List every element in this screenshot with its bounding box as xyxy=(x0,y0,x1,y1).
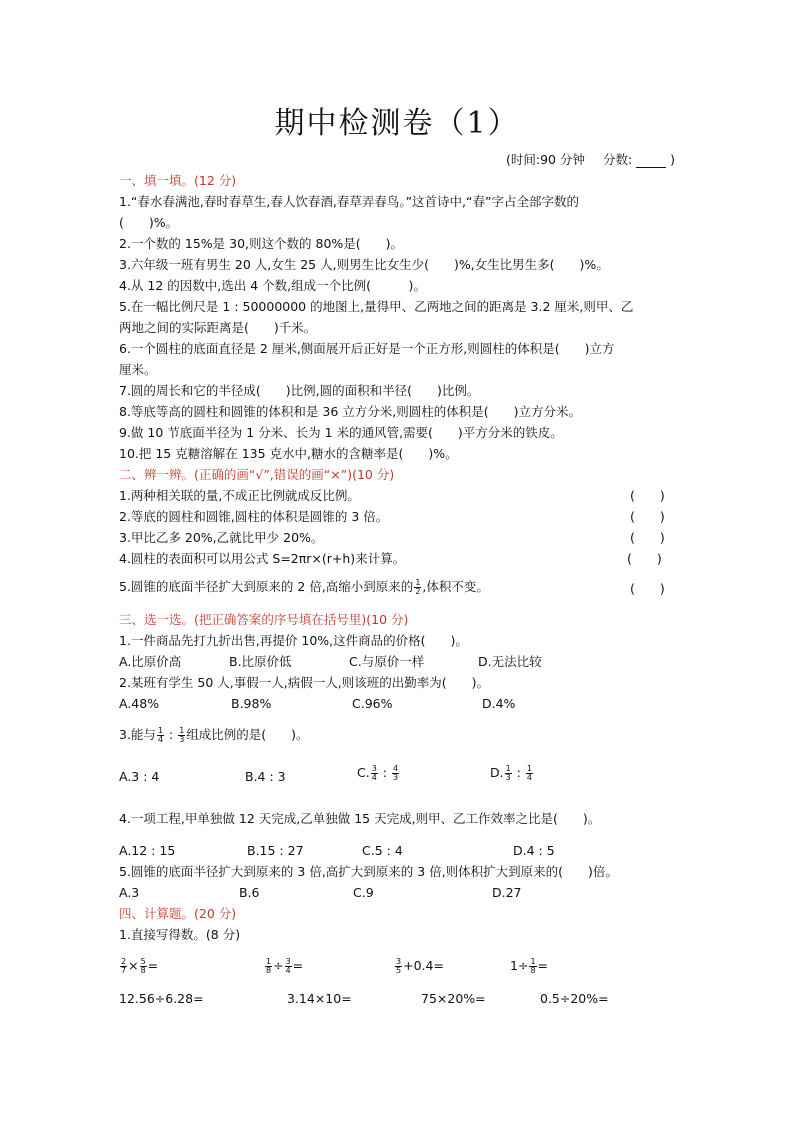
fraction: $\frac{3}{5}$ xyxy=(396,957,402,975)
fraction: $\frac{1}{3}$ xyxy=(505,764,511,782)
calc-item-3: $\frac{3}{5}$ +0.4= xyxy=(396,957,444,975)
s1-q1-line1: 1.“春水春满池,春时春草生,春人饮春酒,春草弄春鸟。”这首诗中,“春”字占全部字数的 xyxy=(119,194,579,209)
s3-q1-option-b[interactable]: B.比原价低 xyxy=(229,654,292,669)
s2-q5-text-a: 5.圆锥的底面半径扩大到原来的 2 倍,高缩小到原来的 xyxy=(119,579,414,594)
fraction: $\frac{1}{8}$ xyxy=(530,957,536,975)
s1-q5-line1: 5.在一幅比例尺是 1 : 50000000 的地图上,量得甲、乙两地之间的距离是 3.2 厘米,则甲、乙 xyxy=(119,299,634,314)
s4-sub1: 1.直接写得数。(8 分) xyxy=(119,927,241,942)
calc-item-1: $\frac{2}{7}$ × $\frac{5}{8}$ = xyxy=(121,957,159,975)
s1-q9: 9.做 10 节底面半径为 1 分米、长为 1 米的通风管,需要( )平方分米的铁皮。 xyxy=(119,425,563,440)
fraction: $\frac{1}{3}$ xyxy=(179,726,185,744)
s3-q5-option-a[interactable]: A.3 xyxy=(119,885,140,900)
section-2-heading: 二、辨一辨。(正确的画“√”,错误的画“×”)(10 分) xyxy=(119,467,395,482)
fraction: $\frac{1}{4}$ xyxy=(157,726,164,744)
section-4-heading: 四、计算题。(20 分) xyxy=(119,906,237,921)
s1-q5-line2: 两地之间的实际距离是( )千米。 xyxy=(119,320,317,335)
s3-q5-option-d[interactable]: D.27 xyxy=(492,885,522,900)
s2-q5-answer-bracket[interactable]: ( ) xyxy=(630,581,665,596)
page-title: 期中检测卷（1） xyxy=(274,106,520,141)
s1-q2: 2.一个数的 15%是 30,则这个数的 80%是( )。 xyxy=(119,236,404,251)
s2-q3: 3.甲比乙多 20%,乙就比甲少 20%。 xyxy=(119,530,324,545)
s3-q2-option-b[interactable]: B.98% xyxy=(231,696,272,711)
s3-q2: 2.某班有学生 50 人,事假一人,病假一人,则该班的出勤率为( )。 xyxy=(119,675,489,690)
s3-q4-option-d[interactable]: D.4 : 5 xyxy=(513,843,555,858)
s3-q3-option-c[interactable]: C. $\frac{3}{4}$ : $\frac{4}{3}$ xyxy=(357,764,399,782)
fraction: $\frac{3}{4}$ xyxy=(285,957,291,975)
section-3-heading: 三、选一选。(把正确答案的序号填在括号里)(10 分) xyxy=(119,612,409,627)
s3-q3-option-d[interactable]: D. $\frac{1}{3}$ : $\frac{1}{4}$ xyxy=(490,764,532,782)
s3-q4: 4.一项工程,甲单独做 12 天完成,乙单独做 15 天完成,则甲、乙工作效率之比是( )。 xyxy=(119,811,601,826)
s1-q10: 10.把 15 克糖溶解在 135 克水中,糖水的含糖率是( )%。 xyxy=(119,446,458,461)
s3-q1-option-d[interactable]: D.无法比较 xyxy=(478,654,542,669)
calc-item-5: 12.56÷6.28= xyxy=(119,991,204,1006)
s3-q2-option-c[interactable]: C.96% xyxy=(352,696,393,711)
s3-q2-option-d[interactable]: D.4% xyxy=(482,696,516,711)
s2-q2: 2.等底的圆柱和圆锥,圆柱的体积是圆锥的 3 倍。 xyxy=(119,509,389,524)
s2-q5 xyxy=(119,579,489,596)
s2-q2-answer-bracket[interactable]: ( ) xyxy=(630,509,665,524)
s3-q5-option-b[interactable]: B.6 xyxy=(239,885,260,900)
s3-q4-option-b[interactable]: B.15 : 27 xyxy=(247,843,304,858)
fraction: $\frac{2}{7}$ xyxy=(121,957,127,975)
s3-q2-option-a[interactable]: A.48% xyxy=(119,696,160,711)
s1-q4: 4.从 12 的因数中,选出 4 个数,组成一个比例( )。 xyxy=(119,278,426,293)
s2-q1: 1.两种相关联的量,不成正比例就成反比例。 xyxy=(119,488,360,503)
fraction: $\frac{5}{8}$ xyxy=(140,957,146,975)
section-1-heading: 一、填一填。(12 分) xyxy=(119,173,237,188)
fraction: $\frac{1}{4}$ xyxy=(526,764,532,782)
s3-q3-option-b[interactable]: B.4 : 3 xyxy=(245,769,286,784)
fraction: $\frac{1}{8}$ xyxy=(266,957,272,975)
s1-q7: 7.圆的周长和它的半径成( )比例,圆的面积和半径( )比例。 xyxy=(119,383,480,398)
exam-info xyxy=(506,152,675,168)
s1-q8: 8.等底等高的圆柱和圆锥的体积和是 36 立方分米,则圆柱的体积是( )立方分米。 xyxy=(119,404,582,419)
s2-q5-text-b: ,体积不变。 xyxy=(422,579,489,594)
s3-q3-option-a[interactable]: A.3 : 4 xyxy=(119,769,160,784)
s3-q4-option-a[interactable]: A.12 : 15 xyxy=(119,843,176,858)
s1-q1-line2: ( )%。 xyxy=(119,215,179,230)
s3-q3: 3.能与 $\frac{1}{4}$ : $\frac{1}{3}$ 组成比例的是( )。 xyxy=(119,726,309,744)
s3-q1-option-a[interactable]: A.比原价高 xyxy=(119,654,182,669)
fraction: $\frac{4}{3}$ xyxy=(392,764,399,782)
s3-q4-option-c[interactable]: C.5 : 4 xyxy=(362,843,403,858)
s2-q4: 4.圆柱的表面积可以用公式 S=2πr×(r+h)来计算。 xyxy=(119,551,406,566)
s3-q5: 5.圆锥的底面半径扩大到原来的 3 倍,高扩大到原来的 3 倍,则体积扩大到原来的( )倍。 xyxy=(119,864,618,879)
score-label: 分数: xyxy=(602,152,633,167)
fraction: $\frac{1}{2}$ xyxy=(415,578,421,596)
fraction: $\frac{3}{4}$ xyxy=(371,764,377,782)
s3-q1-option-c[interactable]: C.与原价一样 xyxy=(349,654,425,669)
s3-q5-option-c[interactable]: C.9 xyxy=(353,885,374,900)
s1-q6-line1: 6.一个圆柱的底面直径是 2 厘米,侧面展开后正好是一个正方形,则圆柱的体积是( )立方 xyxy=(119,341,615,356)
s1-q6-line2: 厘米。 xyxy=(119,362,157,377)
calc-item-7: 75×20%= xyxy=(421,991,486,1006)
s2-q1-answer-bracket[interactable]: ( ) xyxy=(630,488,665,503)
calc-item-2: $\frac{1}{8}$ ÷ $\frac{3}{4}$ = xyxy=(266,957,304,975)
s3-q1: 1.一件商品先打九折出售,再提价 10%,这件商品的价格( )。 xyxy=(119,633,468,648)
s2-q3-answer-bracket[interactable]: ( ) xyxy=(630,530,665,545)
s1-q3: 3.六年级一班有男生 20 人,女生 25 人,则男生比女生少( )%,女生比男生多( )%。 xyxy=(119,257,609,272)
score-blank xyxy=(636,155,666,168)
calc-item-8: 0.5÷20%= xyxy=(540,991,609,1006)
time-limit: (时间:90 分钟 xyxy=(506,152,585,167)
calc-item-4: 1÷ $\frac{1}{8}$ = xyxy=(510,957,549,975)
calc-item-6: 3.14×10= xyxy=(287,991,352,1006)
s2-q4-answer-bracket[interactable]: ( ) xyxy=(627,551,662,566)
score-close: ) xyxy=(670,152,676,167)
